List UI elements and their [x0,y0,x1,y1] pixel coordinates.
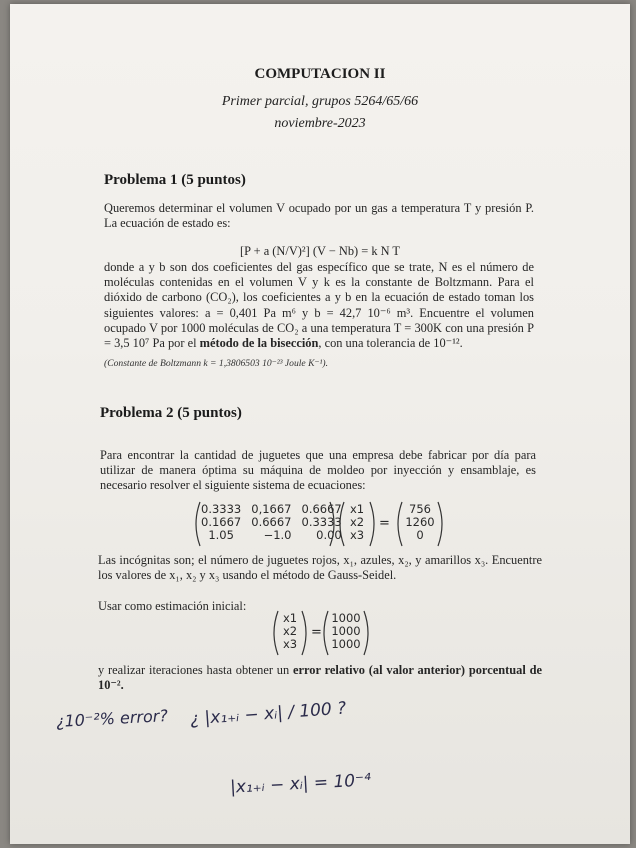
rhs-2: 1260 [405,515,435,529]
initial-vars [276,612,304,651]
rhs-3: 0 [416,528,424,542]
initial-x1: 1000 [331,611,361,625]
matrix-cell: 0.6667 [251,515,292,529]
equals-sign: = [379,516,390,531]
exam-subtitle: Primer parcial, grupos 5264/65/66 [221,94,419,109]
page-title: COMPUTACION II [254,66,386,82]
initial-estimate-label: Usar como estimación inicial: [98,599,247,613]
problem1-heading: Problema 1 (5 puntos) [104,172,246,188]
problem2-heading: Problema 2 (5 puntos) [100,405,242,421]
matrix-cell: 0.3333 [201,502,242,516]
initial-values [328,612,364,651]
matrix-cell: 0,1667 [251,502,292,516]
problem1-text: donde a y b son dos coeficientes del gas específico que se trate, N es el número de moléculas contenidas en el volumen V y k es la constante de Boltzmann. Para el dióxido de carbono (CO₂), los coeficientes a y b en la ecuación de estado toman los siguientes valores: a = 0,401 Pa m⁶ y b = 42,7 10⁻⁶ m³. Encuentre el volumen ocupado V por 1000 moléculas de CO₂ a una temperatura T = 300K con una presión P = 3,5 10⁷ Pa por el [104,260,534,351]
state-equation: [P + a (N/V)²] (V − Nb) = k N T [239,244,401,258]
rhs-vector [400,503,440,542]
initial-x2: 1000 [331,624,361,638]
var-x3: x3 [282,637,298,651]
var-x1: x1 [349,502,365,516]
problem1-paragraph [104,260,534,351]
bisection-method: método de la bisección [199,336,319,351]
coefficient-matrix [196,503,347,542]
exam-sheet [10,4,630,844]
variable-vector [344,503,370,542]
handwritten-formula: ¿ |x₁₊ᵢ − xᵢ| / 100 ? [189,698,347,730]
iteration-text [98,663,542,693]
unknowns-text: Las incógnitas son; el número de juguetes rojos, x₁, azules, x₂, y amarillos x₃. Encuentre los valores de x₁, x₂ y x₃ usando el método de Gauss-Seidel. [98,553,542,583]
rhs-1: 756 [409,502,431,516]
handwritten-question: ¿10⁻²% error? [55,706,169,731]
matrix-cell: 1.05 [208,528,234,542]
var-x2: x2 [282,624,298,638]
iteration-instruction: y realizar iteraciones hasta obtener un [98,663,290,677]
boltzmann-note: (Constante de Boltzmann k = 1,3806503 10⁻²³ Joule K⁻¹). [104,358,329,369]
matrix-cell: 0.3333 [301,515,342,529]
problem2-intro: Para encontrar la cantidad de juguetes que una empresa debe fabricar por día para utilizar de manera óptima su máquina de moldeo por inyección y ensamblaje, es necesario resolver el siguiente sistema de ecuaciones: [100,448,536,493]
matrix-cell: 0.6667 [301,502,342,516]
var-x3: x3 [349,528,365,542]
handwritten-tolerance: |x₁₊ᵢ − xᵢ| = 10⁻⁴ [229,770,372,798]
problem1-intro: Queremos determinar el volumen V ocupado por un gas a temperatura T y presión P. La ecuación de estado es: [104,201,534,231]
tolerance-text: , con una tolerancia de 10⁻¹². [318,336,463,351]
initial-x3: 1000 [331,637,361,651]
matrix-cell: 0.00 [316,528,342,542]
var-x1: x1 [282,611,298,625]
equals-sign: = [311,625,322,640]
matrix-cell: −1.0 [263,528,292,542]
exam-date: noviembre-2023 [274,116,366,131]
matrix-cell: 0.1667 [201,515,242,529]
relative-error-criterion: error relativo (al valor anterior) porcentual de 10⁻². [98,663,542,693]
var-x2: x2 [349,515,365,529]
